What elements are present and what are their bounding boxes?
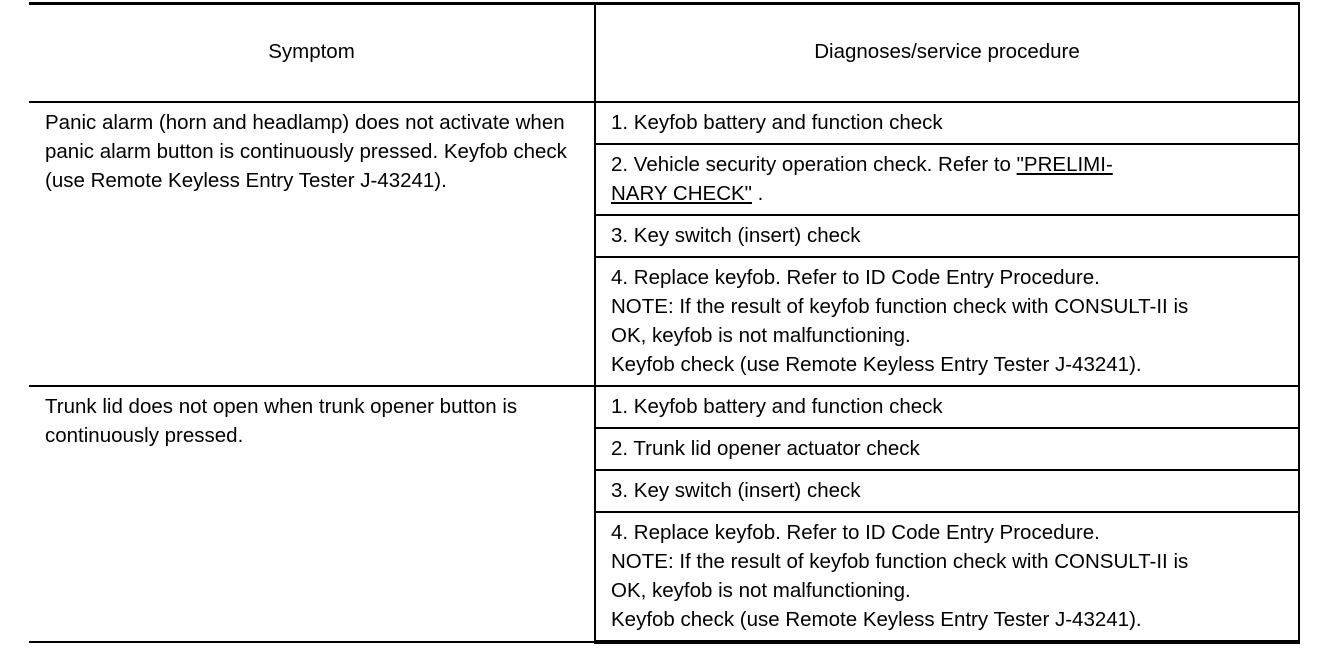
diagnosis-table	[29, 2, 1300, 644]
procedure-step: 3. Key switch (insert) check	[595, 215, 1299, 257]
symptom-header: Symptom	[29, 4, 595, 102]
procedure-step: 1. Keyfob battery and function check	[595, 102, 1299, 144]
note-line: Keyfob check (use Remote Keyless Entry Tester J-43241).	[611, 352, 1142, 376]
note-line: NOTE: If the result of keyfob function check with CONSULT-II is	[611, 549, 1189, 573]
note-line: NOTE: If the result of keyfob function check with CONSULT-II is	[611, 294, 1189, 318]
procedure-step	[595, 512, 1299, 642]
note-line: OK, keyfob is not malfunctioning.	[611, 578, 911, 602]
link-text-part1: "PRELIMI-	[1016, 152, 1113, 176]
step-text: 2. Vehicle security operation check. Refer to	[611, 152, 1017, 176]
link-text-part2: NARY CHECK"	[611, 181, 752, 205]
symptom-cell: Trunk lid does not open when trunk opener button is continuously pressed.	[29, 386, 595, 642]
table-row	[29, 102, 1299, 144]
note-line: Keyfob check (use Remote Keyless Entry Tester J-43241).	[611, 607, 1142, 631]
procedure-step: 3. Key switch (insert) check	[595, 470, 1299, 512]
procedure-step: 1. Keyfob battery and function check	[595, 386, 1299, 428]
procedure-step	[595, 257, 1299, 386]
procedure-header: Diagnoses/service procedure	[595, 4, 1299, 102]
step-line: 4. Replace keyfob. Refer to ID Code Entry Procedure.	[611, 265, 1100, 289]
note-line: OK, keyfob is not malfunctioning.	[611, 323, 911, 347]
table-row	[29, 386, 1299, 428]
header-row	[29, 4, 1299, 102]
step-text-after: .	[751, 181, 764, 205]
procedure-step	[595, 144, 1299, 215]
procedure-step: 2. Trunk lid opener actuator check	[595, 428, 1299, 470]
step-line: 4. Replace keyfob. Refer to ID Code Entry Procedure.	[611, 520, 1100, 544]
symptom-cell: Panic alarm (horn and headlamp) does not activate when panic alarm button is continuously pressed. Keyfob check (use Remote Keyless Entry Tester J-43241).	[29, 102, 595, 386]
